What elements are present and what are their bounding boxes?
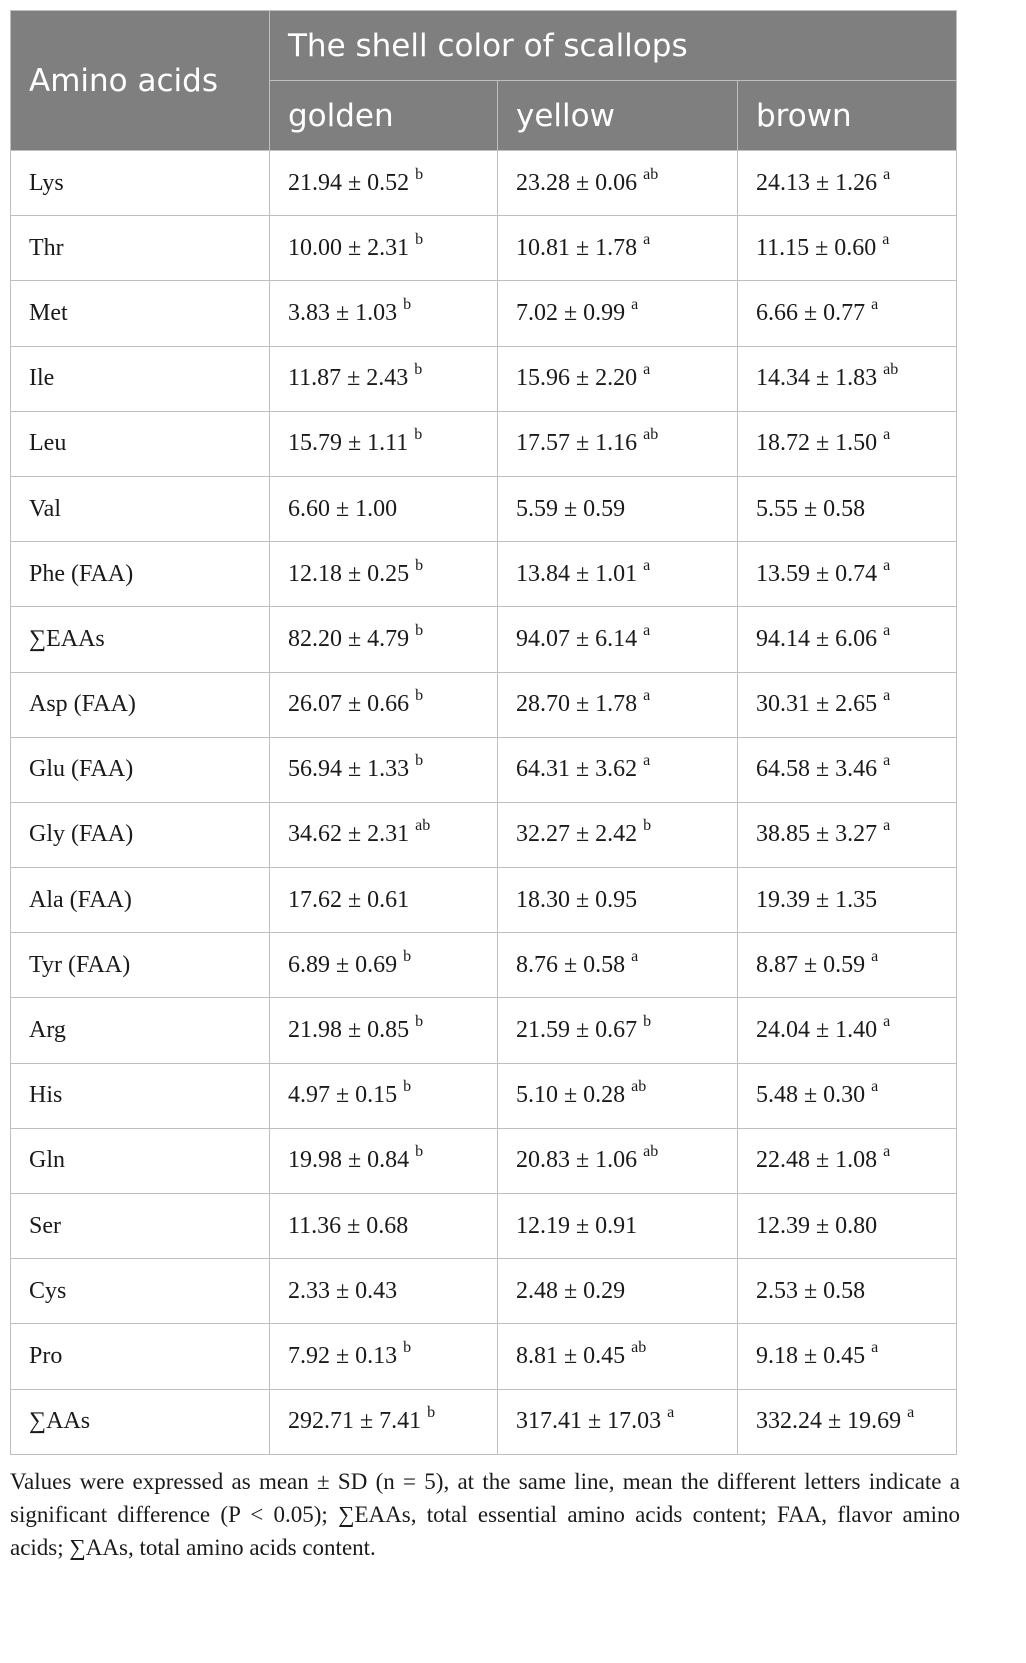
significance-letter: a — [883, 817, 891, 835]
cell-value: 14.34 ± 1.83 — [756, 365, 878, 392]
significance-letter: a — [883, 1013, 891, 1031]
significance-letter: b — [415, 1013, 424, 1031]
column-header-brown: brown — [738, 81, 957, 151]
significance-letter: a — [882, 230, 890, 248]
cell-value: 94.07 ± 6.14 — [516, 625, 638, 652]
significance-letter: b — [403, 1078, 412, 1096]
cell-value: 19.98 ± 0.84 — [288, 1147, 410, 1174]
cell-value: 6.66 ± 0.77 — [756, 299, 866, 326]
significance-letter: a — [883, 165, 891, 183]
significance-letter: b — [415, 752, 424, 770]
value-cell — [738, 1063, 957, 1128]
significance-letter: ab — [631, 1338, 647, 1356]
value-cell — [498, 151, 738, 216]
significance-letter: a — [883, 556, 891, 574]
value-cell — [270, 151, 498, 216]
cell-value: 13.84 ± 1.01 — [516, 560, 638, 587]
table-row — [11, 868, 957, 933]
value-cell — [270, 1128, 498, 1193]
value-cell — [498, 1128, 738, 1193]
value-cell — [738, 933, 957, 998]
amino-acid-table — [10, 10, 957, 1455]
value-cell — [270, 607, 498, 672]
cell-value: 4.97 ± 0.15 — [288, 1082, 398, 1109]
row-label: Ile — [11, 346, 270, 411]
cell-value: 56.94 ± 1.33 — [288, 756, 410, 783]
cell-value: 94.14 ± 6.06 — [756, 625, 878, 652]
row-label: Glu (FAA) — [11, 737, 270, 802]
value-cell — [738, 281, 957, 346]
significance-letter: a — [643, 556, 651, 574]
significance-letter: ab — [883, 361, 899, 379]
row-label-header: Amino acids — [11, 11, 270, 151]
significance-letter: b — [643, 1013, 652, 1031]
cell-value: 12.18 ± 0.25 — [288, 560, 410, 587]
significance-letter: ab — [415, 817, 431, 835]
table-row — [11, 281, 957, 346]
row-label: Thr — [11, 216, 270, 281]
cell-value: 292.71 ± 7.41 — [288, 1408, 422, 1435]
significance-letter: a — [643, 621, 651, 639]
significance-letter: ab — [643, 1143, 659, 1161]
significance-letter: a — [631, 295, 639, 313]
table-row — [11, 607, 957, 672]
cell-value: 9.18 ± 0.45 — [756, 1342, 866, 1369]
significance-letter: b — [427, 1404, 436, 1422]
row-label: ∑EAAs — [11, 607, 270, 672]
significance-letter: a — [883, 687, 891, 705]
value-cell — [270, 672, 498, 737]
value-cell — [738, 1324, 957, 1389]
cell-value: 18.30 ± 0.95 — [516, 886, 638, 913]
value-cell — [270, 216, 498, 281]
cell-value: 332.24 ± 19.69 — [756, 1408, 902, 1435]
significance-letter: a — [883, 752, 891, 770]
value-cell — [498, 281, 738, 346]
row-label: Gln — [11, 1128, 270, 1193]
row-label: Tyr (FAA) — [11, 933, 270, 998]
value-cell — [738, 1194, 957, 1259]
table-row — [11, 1389, 957, 1454]
value-cell — [738, 151, 957, 216]
value-cell — [498, 737, 738, 802]
cell-value: 10.81 ± 1.78 — [516, 234, 638, 261]
cell-value: 15.96 ± 2.20 — [516, 365, 638, 392]
table-row — [11, 216, 957, 281]
value-cell — [270, 802, 498, 867]
cell-value: 20.83 ± 1.06 — [516, 1147, 638, 1174]
value-cell — [498, 802, 738, 867]
cell-value: 17.57 ± 1.16 — [516, 430, 638, 457]
cell-value: 7.02 ± 0.99 — [516, 299, 626, 326]
cell-value: 2.53 ± 0.58 — [756, 1277, 866, 1304]
cell-value: 23.28 ± 0.06 — [516, 169, 638, 196]
cell-value: 11.15 ± 0.60 — [756, 234, 877, 261]
value-cell — [498, 1194, 738, 1259]
cell-value: 5.48 ± 0.30 — [756, 1082, 866, 1109]
table-row — [11, 998, 957, 1063]
row-label: Cys — [11, 1259, 270, 1324]
column-header-yellow: yellow — [498, 81, 738, 151]
cell-value: 5.10 ± 0.28 — [516, 1082, 626, 1109]
cell-value: 5.55 ± 0.58 — [756, 495, 866, 522]
cell-value: 64.58 ± 3.46 — [756, 756, 878, 783]
significance-letter: b — [414, 426, 423, 444]
cell-value: 82.20 ± 4.79 — [288, 625, 410, 652]
value-cell — [738, 1259, 957, 1324]
value-cell — [270, 1194, 498, 1259]
significance-letter: a — [883, 621, 891, 639]
table-row — [11, 346, 957, 411]
table-row — [11, 1194, 957, 1259]
value-cell — [270, 542, 498, 607]
cell-value: 17.62 ± 0.61 — [288, 886, 410, 913]
significance-letter: b — [415, 1143, 424, 1161]
value-cell — [270, 1063, 498, 1128]
cell-value: 22.48 ± 1.08 — [756, 1147, 878, 1174]
table-row — [11, 802, 957, 867]
row-label: Gly (FAA) — [11, 802, 270, 867]
table-row — [11, 1063, 957, 1128]
cell-value: 6.60 ± 1.00 — [288, 495, 398, 522]
value-cell — [738, 476, 957, 541]
row-label: Arg — [11, 998, 270, 1063]
value-cell — [498, 411, 738, 476]
value-cell — [498, 346, 738, 411]
cell-value: 15.79 ± 1.11 — [288, 430, 409, 457]
table-row — [11, 933, 957, 998]
significance-letter: a — [643, 687, 651, 705]
value-cell — [738, 346, 957, 411]
table-row — [11, 151, 957, 216]
cell-value: 7.92 ± 0.13 — [288, 1342, 398, 1369]
significance-letter: a — [643, 230, 651, 248]
cell-value: 2.48 ± 0.29 — [516, 1277, 626, 1304]
table-row — [11, 672, 957, 737]
row-label: His — [11, 1063, 270, 1128]
table-row — [11, 1259, 957, 1324]
row-label: Lys — [11, 151, 270, 216]
significance-letter: b — [415, 230, 424, 248]
cell-value: 2.33 ± 0.43 — [288, 1277, 398, 1304]
table-footnote: Values were expressed as mean ± SD (n = 5), at the same line, mean the different letters indicate a significant difference (P < 0.05); ∑EAAs, total essential amino acids content; FAA, flavor amino acids; ∑AAs, total amino acids content. — [10, 1468, 960, 1560]
value-cell — [270, 737, 498, 802]
value-cell — [270, 1389, 498, 1454]
value-cell — [738, 216, 957, 281]
row-label: Ser — [11, 1194, 270, 1259]
value-cell — [498, 672, 738, 737]
cell-value: 64.31 ± 3.62 — [516, 756, 638, 783]
significance-letter: a — [871, 1338, 879, 1356]
value-cell — [498, 1063, 738, 1128]
value-cell — [738, 542, 957, 607]
cell-value: 32.27 ± 2.42 — [516, 821, 638, 848]
cell-value: 34.62 ± 2.31 — [288, 821, 410, 848]
cell-value: 8.87 ± 0.59 — [756, 951, 866, 978]
column-header-golden: golden — [270, 81, 498, 151]
row-label: Phe (FAA) — [11, 542, 270, 607]
value-cell — [270, 346, 498, 411]
table-body — [11, 151, 957, 1455]
value-cell — [498, 933, 738, 998]
cell-value: 28.70 ± 1.78 — [516, 691, 638, 718]
cell-value: 18.72 ± 1.50 — [756, 430, 878, 457]
significance-letter: b — [415, 621, 424, 639]
cell-value: 13.59 ± 0.74 — [756, 560, 878, 587]
cell-value: 19.39 ± 1.35 — [756, 886, 878, 913]
table-row — [11, 411, 957, 476]
cell-value: 6.89 ± 0.69 — [288, 951, 398, 978]
cell-value: 317.41 ± 17.03 — [516, 1408, 662, 1435]
value-cell — [270, 868, 498, 933]
significance-letter: a — [883, 1143, 891, 1161]
significance-letter: a — [871, 295, 879, 313]
cell-value: 24.04 ± 1.40 — [756, 1017, 878, 1044]
cell-value: 30.31 ± 2.65 — [756, 691, 878, 718]
group-header: The shell color of scallops — [270, 11, 957, 81]
row-label: Met — [11, 281, 270, 346]
significance-letter: ab — [643, 165, 659, 183]
value-cell — [738, 802, 957, 867]
value-cell — [738, 1389, 957, 1454]
significance-letter: b — [415, 165, 424, 183]
significance-letter: b — [415, 687, 424, 705]
value-cell — [738, 998, 957, 1063]
value-cell — [270, 998, 498, 1063]
significance-letter: ab — [631, 1078, 647, 1096]
row-label: Val — [11, 476, 270, 541]
cell-value: 8.76 ± 0.58 — [516, 951, 626, 978]
value-cell — [498, 542, 738, 607]
value-cell — [738, 672, 957, 737]
significance-letter: ab — [643, 426, 659, 444]
row-label: Asp (FAA) — [11, 672, 270, 737]
cell-value: 5.59 ± 0.59 — [516, 495, 626, 522]
table-row — [11, 476, 957, 541]
significance-letter: a — [643, 361, 651, 379]
cell-value: 3.83 ± 1.03 — [288, 299, 398, 326]
value-cell — [498, 1389, 738, 1454]
value-cell — [270, 281, 498, 346]
value-cell — [738, 411, 957, 476]
value-cell — [738, 737, 957, 802]
significance-letter: b — [415, 556, 424, 574]
significance-letter: b — [643, 817, 652, 835]
significance-letter: a — [871, 947, 879, 965]
cell-value: 21.98 ± 0.85 — [288, 1017, 410, 1044]
value-cell — [270, 411, 498, 476]
cell-value: 12.39 ± 0.80 — [756, 1212, 878, 1239]
value-cell — [498, 998, 738, 1063]
significance-letter: a — [631, 947, 639, 965]
value-cell — [738, 1128, 957, 1193]
value-cell — [498, 607, 738, 672]
table-row — [11, 737, 957, 802]
value-cell — [498, 216, 738, 281]
row-label: Ala (FAA) — [11, 868, 270, 933]
value-cell — [498, 476, 738, 541]
table-row — [11, 1128, 957, 1193]
value-cell — [498, 1259, 738, 1324]
row-label: Pro — [11, 1324, 270, 1389]
row-label: Leu — [11, 411, 270, 476]
significance-letter: a — [667, 1404, 675, 1422]
value-cell — [270, 476, 498, 541]
cell-value: 11.87 ± 2.43 — [288, 365, 409, 392]
significance-letter: b — [414, 361, 423, 379]
significance-letter: a — [883, 426, 891, 444]
significance-letter: b — [403, 295, 412, 313]
cell-value: 38.85 ± 3.27 — [756, 821, 878, 848]
cell-value: 24.13 ± 1.26 — [756, 169, 878, 196]
row-label: ∑AAs — [11, 1389, 270, 1454]
cell-value: 26.07 ± 0.66 — [288, 691, 410, 718]
significance-letter: b — [403, 1338, 412, 1356]
value-cell — [270, 933, 498, 998]
value-cell — [270, 1324, 498, 1389]
cell-value: 12.19 ± 0.91 — [516, 1212, 638, 1239]
table-container — [10, 10, 960, 1564]
significance-letter: a — [907, 1404, 915, 1422]
value-cell — [738, 607, 957, 672]
cell-value: 21.59 ± 0.67 — [516, 1017, 638, 1044]
value-cell — [738, 868, 957, 933]
significance-letter: a — [643, 752, 651, 770]
table-row — [11, 1324, 957, 1389]
table-row — [11, 542, 957, 607]
value-cell — [270, 1259, 498, 1324]
cell-value: 8.81 ± 0.45 — [516, 1342, 626, 1369]
cell-value: 21.94 ± 0.52 — [288, 169, 410, 196]
significance-letter: a — [871, 1078, 879, 1096]
value-cell — [498, 1324, 738, 1389]
cell-value: 10.00 ± 2.31 — [288, 234, 410, 261]
value-cell — [498, 868, 738, 933]
significance-letter: b — [403, 947, 412, 965]
cell-value: 11.36 ± 0.68 — [288, 1212, 409, 1239]
